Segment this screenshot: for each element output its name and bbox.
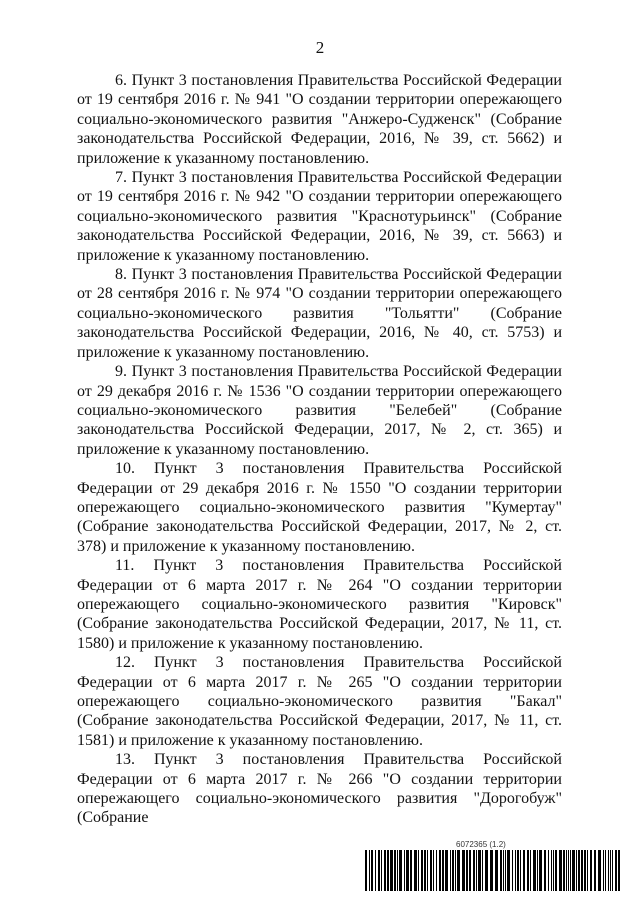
barcode-bar	[365, 850, 367, 891]
barcode-bar	[485, 850, 488, 891]
barcode-bar	[553, 850, 554, 891]
barcode-bar	[584, 850, 586, 891]
barcode-bar	[551, 850, 552, 891]
barcode-bar	[490, 850, 493, 891]
barcode-bar	[462, 850, 465, 891]
barcode-bar	[530, 850, 531, 891]
paragraph-item-8: 8. Пункт 3 постановления Правительства Российской Федерации от 28 сентября 2016 г. № 974 "О создании территории опережающего социально-экономического развития "Тольятти" (Собрание законодательства Российской Федерации, 2016, № 40, ст. 5753) и приложение к указанному постановлению.	[77, 266, 562, 361]
barcode-bar	[533, 850, 536, 891]
barcode-bar	[568, 850, 569, 891]
barcode-bar	[523, 850, 525, 891]
barcode-bar	[527, 850, 529, 891]
paragraph-item-11: 11. Пункт 3 постановления Правительства Российской Федерации от 6 марта 2017 г. № 264 "О создании территории опережающего социально-экономического развития "Кировск" (Собрание законодательства Российской Федерации, 2017, № 11, ст. 1580) и приложение к указанному постановлению.	[77, 557, 562, 652]
barcode-id-text: 6072365 (1.2)	[456, 840, 506, 849]
barcode-bar	[410, 850, 412, 891]
barcode-bar	[566, 850, 567, 891]
document-body	[77, 71, 562, 828]
barcode-bar	[397, 850, 398, 891]
barcode-bar	[455, 850, 456, 891]
barcode-bar	[512, 850, 513, 891]
barcode-bar	[515, 850, 516, 891]
page-number: 2	[315, 38, 325, 57]
barcode-bar	[559, 850, 562, 891]
barcode-bar	[445, 850, 448, 891]
barcode-bar	[603, 850, 604, 891]
barcode-bar	[495, 850, 498, 891]
barcode-bar	[608, 850, 609, 891]
barcode-bar	[505, 850, 506, 891]
barcode-bar	[544, 850, 546, 891]
paragraph-item-9: 9. Пункт 3 постановления Правительства Российской Федерации от 29 декабря 2016 г. № 1536 "О создании территории опережающего социально-экономического развития "Белебей" (Собрание законодательства Российской Федерации, 2017, № 2, ст. 365) и приложение к указанному постановлению.	[77, 363, 562, 458]
barcode-bar	[433, 850, 434, 891]
barcode-bar	[610, 850, 611, 891]
barcode-bar	[612, 850, 613, 891]
barcode-bar	[548, 850, 549, 891]
paragraph-item-13: 13. Пункт 3 постановления Правительства Российской Федерации от 6 марта 2017 г. № 266 "О создании территории опережающего социально-экономического развития "Дорогобуж" (Собрание	[77, 751, 562, 827]
barcode-bar	[442, 850, 444, 891]
barcode-bar	[594, 850, 596, 891]
barcode-bar	[598, 850, 601, 891]
barcode-bar	[430, 850, 432, 891]
barcode-bar	[457, 850, 460, 891]
paragraph-item-6: 6. Пункт 3 постановления Правительства Российской Федерации от 19 сентября 2016 г. № 941 "О создании территории опережающего социально-экономического развития "Анжеро-Судженск" (Собрание законодательства Российской Федерации, 2016, № 39, ст. 5662) и приложение к указанному постановлению.	[77, 72, 562, 167]
barcode-bar	[478, 850, 481, 891]
barcode-bar	[399, 850, 402, 891]
barcode-bar	[424, 850, 426, 891]
barcode-bar	[436, 850, 437, 891]
barcode-bar	[450, 850, 451, 891]
barcode-bar	[520, 850, 521, 891]
barcode-bar	[587, 850, 588, 891]
barcode-bar	[421, 850, 423, 891]
barcode-bar	[414, 850, 417, 891]
paragraph-item-10: 10. Пункт 3 постановления Правительства Российской Федерации от 29 декабря 2016 г. № 1550 "О создании территории опережающего социально-экономического развития "Кумертау" (Собрание законодательства Российской Федерации, 2017, № 2, ст. 378) и приложение к указанному постановлению.	[77, 460, 562, 555]
barcode-bar	[387, 850, 389, 891]
barcode-bar	[605, 850, 606, 891]
barcode-bar	[555, 850, 557, 891]
barcode-graphic	[365, 850, 623, 891]
barcode-bar	[394, 850, 396, 891]
barcode-bar	[427, 850, 428, 891]
barcode-bar	[469, 850, 471, 891]
barcode-bar	[390, 850, 393, 891]
barcode-bar	[476, 850, 477, 891]
barcode-bar	[570, 850, 571, 891]
barcode-bar	[482, 850, 483, 891]
barcode-bar	[404, 850, 405, 891]
barcode-bar	[581, 850, 583, 891]
barcode-bar	[384, 850, 386, 891]
barcode-bar	[576, 850, 577, 891]
barcode-bar	[539, 850, 542, 891]
barcode-bar	[572, 850, 575, 891]
barcode-bar	[369, 850, 370, 891]
barcode-bar	[618, 850, 620, 891]
barcode-bar	[418, 850, 419, 891]
paragraph-item-7: 7. Пункт 3 постановления Правительства Российской Федерации от 19 сентября 2016 г. № 942 "О создании территории опережающего социально-экономического развития "Краснотурьинск" (Собрание законодательства Российской Федерации, 2016, № 39, ст. 5663) и приложение к указанному постановлению.	[77, 169, 562, 264]
barcode-bar	[439, 850, 441, 891]
barcode-bar	[375, 850, 376, 891]
barcode-bar	[381, 850, 382, 891]
barcode-bar	[563, 850, 565, 891]
barcode-bar	[507, 850, 510, 891]
barcode-bar	[578, 850, 580, 891]
barcode-bar	[537, 850, 538, 891]
barcode-bar	[473, 850, 475, 891]
barcode-bar	[406, 850, 409, 891]
barcode-bar	[500, 850, 502, 891]
barcode-bar	[466, 850, 468, 891]
barcode-bar	[371, 850, 373, 891]
barcode-bar	[590, 850, 592, 891]
barcode-bar	[378, 850, 380, 891]
barcode-bar	[503, 850, 504, 891]
paragraph-item-12: 12. Пункт 3 постановления Правительства Российской Федерации от 6 марта 2017 г. № 265 "О создании территории опережающего социально-экономического развития "Бакал" (Собрание законодательства Российской Федерации, 2017, № 11, ст. 1581) и приложение к указанному постановлению.	[77, 654, 562, 749]
barcode-bar	[452, 850, 454, 891]
barcode-bar	[517, 850, 519, 891]
barcode-bar	[615, 850, 617, 891]
